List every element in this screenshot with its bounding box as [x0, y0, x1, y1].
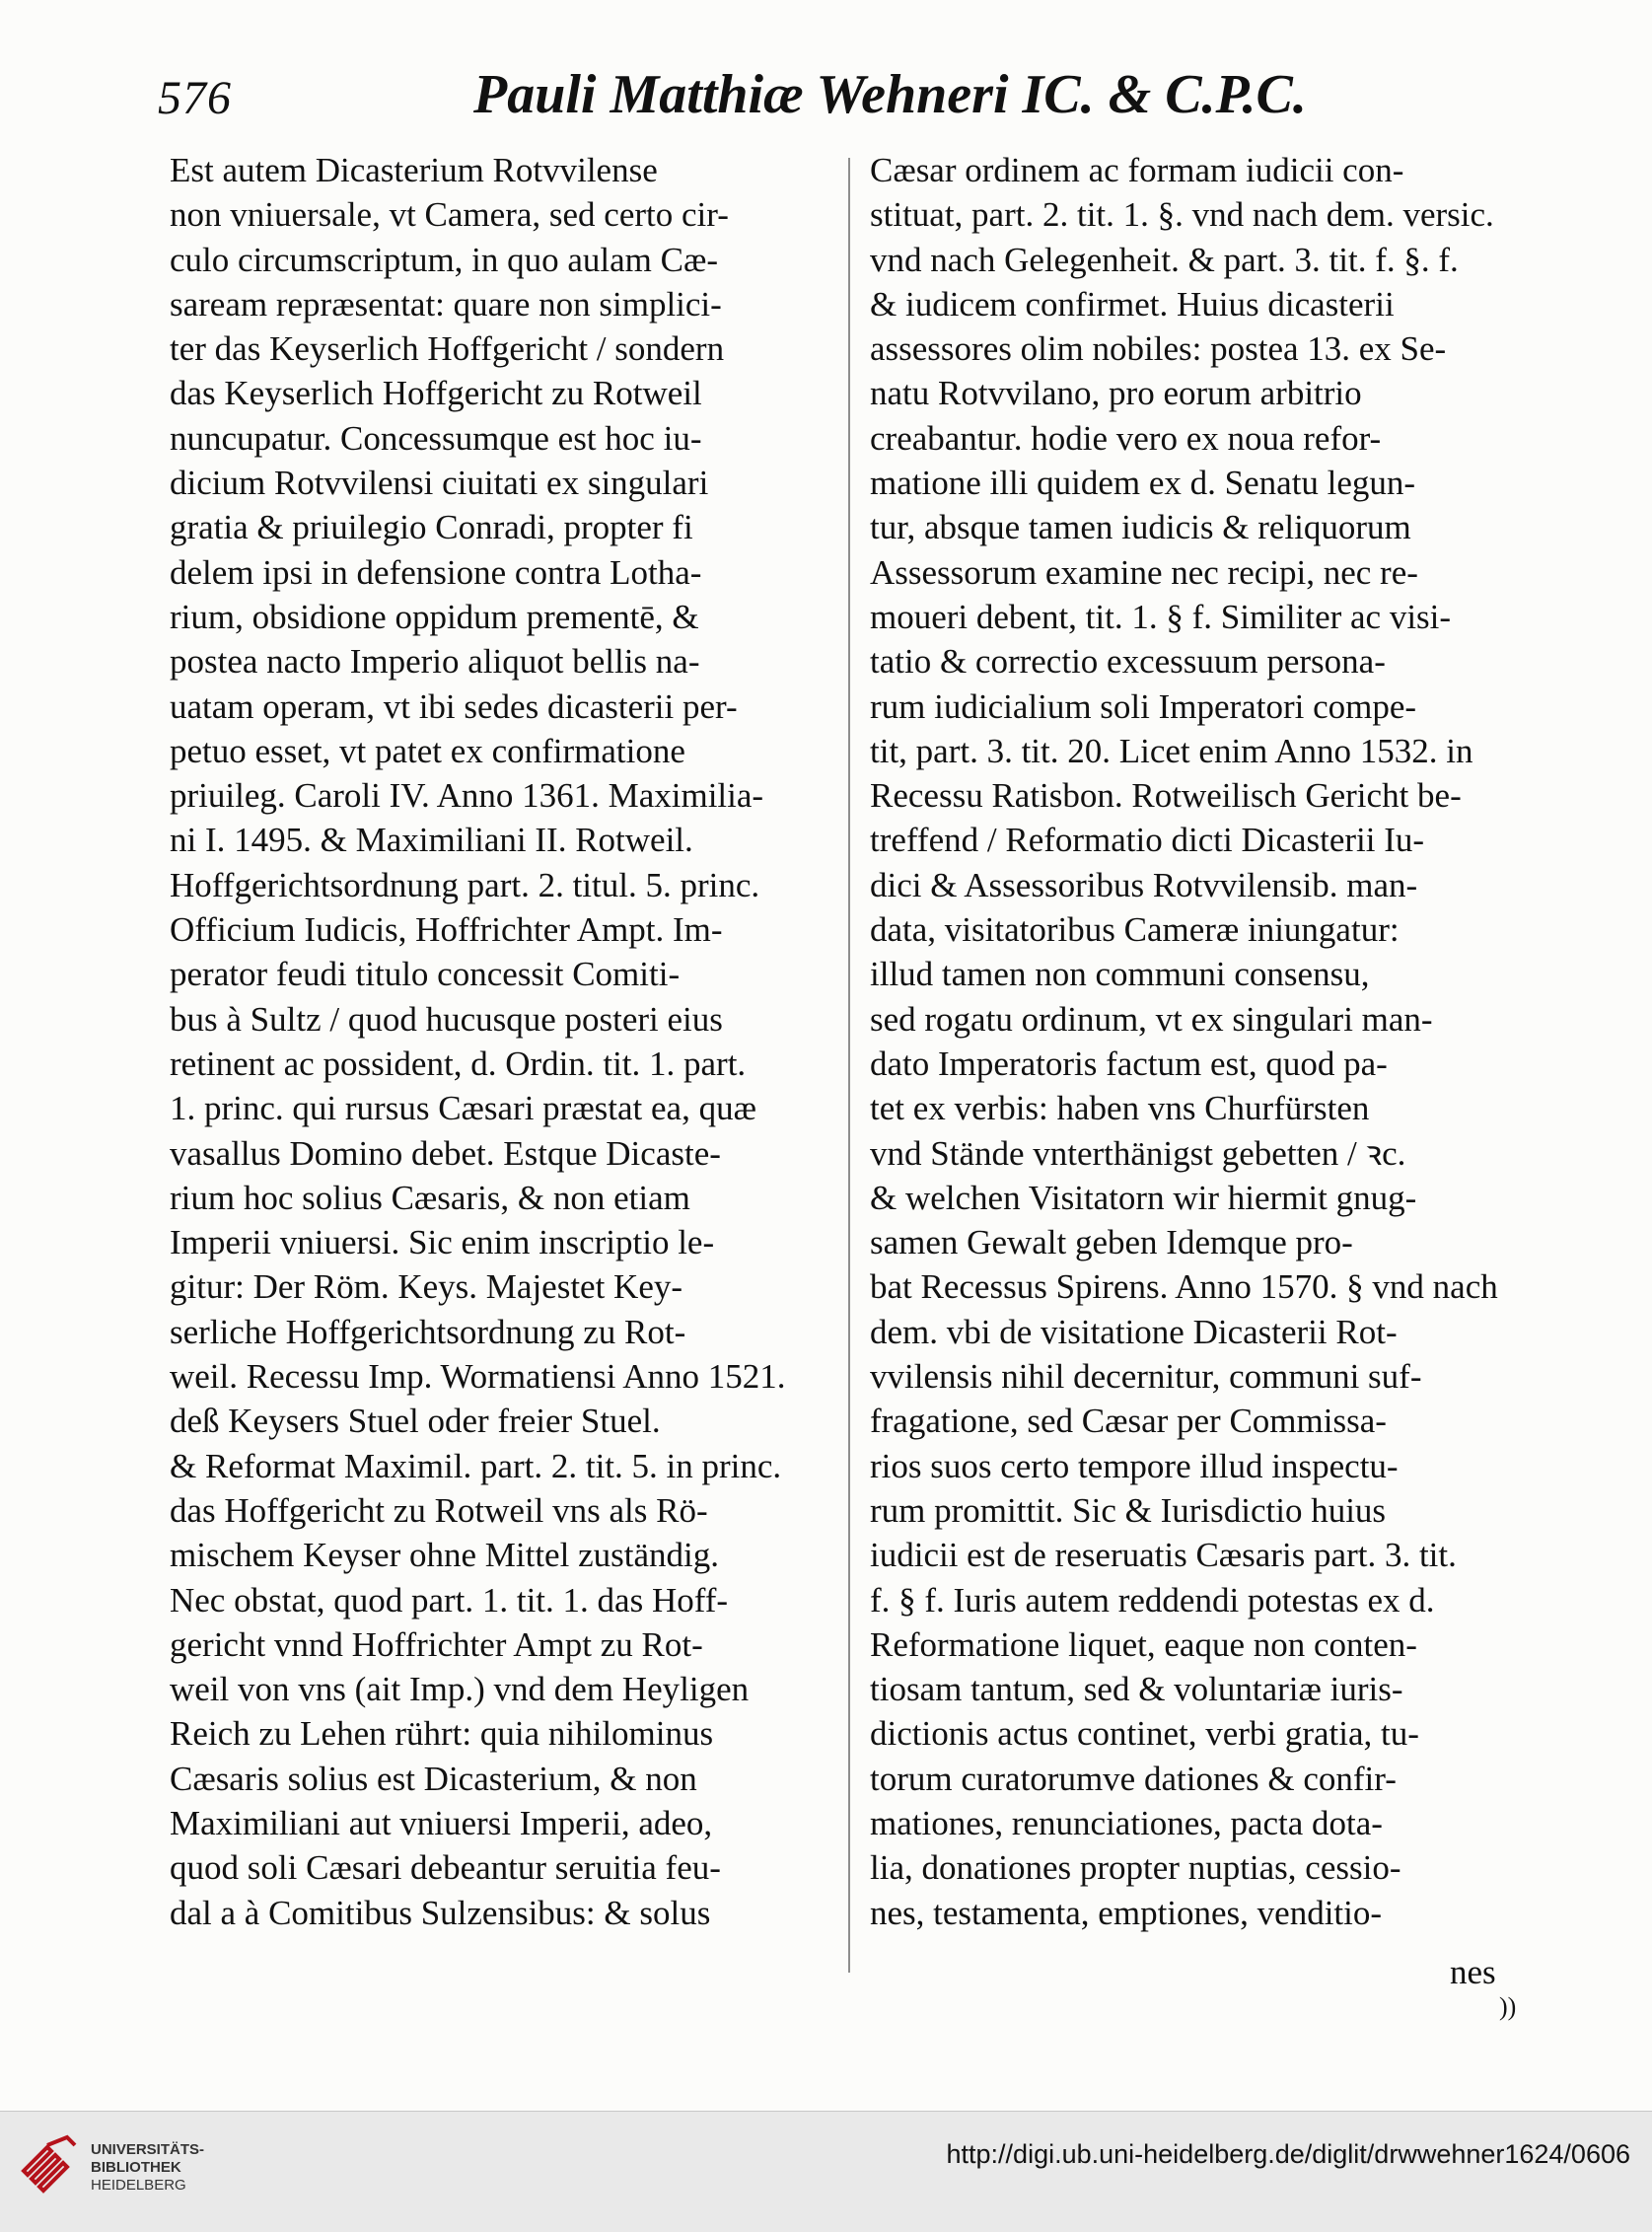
left-column-line: rium hoc solius Cæsaris, & non etiam: [170, 1178, 690, 1217]
right-column-line: tet ex verbis: haben vns Churfürsten: [870, 1089, 1370, 1128]
right-text-column: [870, 148, 1521, 1935]
right-column-line: treffend / Reformatio dicti Dicasterii Iu-: [870, 821, 1425, 860]
right-column-line: dici & Assessoribus Rotvvilensib. man-: [870, 865, 1418, 904]
right-column-line: Reformatione liquet, eaque non conten-: [870, 1624, 1417, 1664]
catchword: nes: [1450, 1953, 1496, 1991]
right-column-line: mationes, renunciationes, pacta dota-: [870, 1803, 1383, 1842]
right-column-line: tatio & correctio excessuum persona-: [870, 642, 1386, 682]
left-column-line: gericht vnnd Hoffrichter Ampt zu Rot-: [170, 1624, 703, 1664]
right-column-line: rios suos certo tempore illud inspectu-: [870, 1446, 1399, 1485]
left-column-line: rium, obsidione oppidum prementē, &: [170, 597, 699, 636]
right-column-line: stituat, part. 2. tit. 1. §. vnd nach dem. versic.: [870, 195, 1494, 235]
left-column-line: Imperii vniuersi. Sic enim inscriptio le-: [170, 1223, 715, 1262]
left-column-line: Hoffgerichtsordnung part. 2. titul. 5. princ.: [170, 865, 760, 904]
right-column-line: dem. vbi de visitatione Dicasterii Rot-: [870, 1312, 1398, 1351]
library-logo-icon[interactable]: [18, 2131, 81, 2195]
right-column-line: lia, donationes propter nuptias, cessio-: [870, 1848, 1401, 1888]
right-column-line: rum iudicialium soli Imperatori compe-: [870, 686, 1417, 726]
left-column-line: ni I. 1495. & Maximiliani II. Rotweil.: [170, 821, 693, 860]
right-column-line: vvilensis nihil decernitur, communi suf-: [870, 1357, 1422, 1397]
left-column-line: vasallus Domino debet. Estque Dicaste-: [170, 1133, 721, 1173]
right-column-line: tit, part. 3. tit. 20. Licet enim Anno 1532. in: [870, 731, 1473, 770]
left-column-line: saream repræsentat: quare non simplici-: [170, 284, 722, 324]
left-column-line: Est autem Dicasterium Rotvvilense: [170, 151, 658, 189]
right-column-line: f. § f. Iuris autem reddendi potestas ex d.: [870, 1580, 1435, 1620]
right-column-line: illud tamen non communi consensu,: [870, 955, 1370, 994]
left-column-line: gratia & priuilegio Conradi, propter fi: [170, 508, 693, 547]
left-column-line: petuo esset, vt patet ex confirmatione: [170, 731, 685, 770]
left-column-line: deß Keysers Stuel oder freier Stuel.: [170, 1402, 661, 1441]
running-head: Pauli Matthiæ Wehneri IC. & C.P.C.: [473, 64, 1307, 125]
right-column-line: sed rogatu ordinum, vt ex singulari man-: [870, 999, 1433, 1039]
right-column-line: vnd nach Gelegenheit. & part. 3. tit. f. §. f.: [870, 240, 1459, 279]
left-column-line: uatam operam, vt ibi sedes dicasterii per-: [170, 686, 738, 726]
left-column-line: dicium Rotvvilensi ciuitati ex singulari: [170, 464, 709, 503]
left-column-line: culo circumscriptum, in quo aulam Cæ-: [170, 240, 719, 279]
left-column-line: retinent ac possident, d. Ordin. tit. 1. part.: [170, 1044, 747, 1083]
left-column-line: serliche Hoffgerichtsordnung zu Rot-: [170, 1312, 686, 1351]
right-column-line: & iudicem confirmet. Huius dicasterii: [870, 284, 1395, 324]
left-column-line: priuileg. Caroli IV. Anno 1361. Maximilia-: [170, 776, 764, 816]
right-column-line: creabantur. hodie vero ex noua refor-: [870, 418, 1382, 458]
library-logo-text: UNIVERSITÄTS- BIBLIOTHEK HEIDELBERG: [91, 2141, 205, 2194]
permalink-url[interactable]: http://digi.ub.uni-heidelberg.de/diglit/drwwehner1624/0606: [946, 2139, 1630, 2169]
right-column-line: dato Imperatoris factum est, quod pa-: [870, 1044, 1388, 1083]
left-column-line: gitur: Der Röm. Keys. Majestet Key-: [170, 1267, 683, 1307]
right-column-line: iudicii est de reseruatis Cæsaris part. 3. tit.: [870, 1536, 1457, 1575]
right-column-line: bat Recessus Spirens. Anno 1570. § vnd nach: [870, 1267, 1498, 1307]
left-column-line: mischem Keyser ohne Mittel zuständig.: [170, 1536, 719, 1575]
right-column-line: natu Rotvvilano, pro eorum arbitrio: [870, 374, 1362, 413]
left-column-line: Nec obstat, quod part. 1. tit. 1. das Hoff-: [170, 1580, 729, 1620]
left-column-line: dal a à Comitibus Sulzensibus: & solus: [170, 1893, 711, 1932]
left-column-line: Officium Iudicis, Hoffrichter Ampt. Im-: [170, 910, 723, 950]
right-column-line: Cæsar ordinem ac formam iudicii con-: [870, 151, 1404, 189]
right-column-line: tiosam tantum, sed & voluntariæ iuris-: [870, 1670, 1403, 1709]
signature-mark: )): [1499, 1992, 1517, 2021]
left-column-line: das Hoffgericht zu Rotweil vns als Rö-: [170, 1490, 708, 1530]
left-column-line: quod soli Cæsari debeantur seruitia feu-: [170, 1848, 721, 1888]
left-column-line: perator feudi titulo concessit Comiti-: [170, 955, 681, 994]
right-column-line: dictionis actus continet, verbi gratia, tu-: [870, 1714, 1419, 1754]
left-column-line: postea nacto Imperio aliquot bellis na-: [170, 642, 700, 682]
right-column-line: Assessorum examine nec recipi, nec re-: [870, 552, 1418, 592]
right-column-line: torum curatorumve dationes & confir-: [870, 1759, 1397, 1798]
right-column-line: Recessu Ratisbon. Rotweilisch Gericht be-: [870, 776, 1462, 816]
right-column-line: & welchen Visitatorn wir hiermit gnug-: [870, 1178, 1417, 1217]
left-column-line: non vniuersale, vt Camera, sed certo cir-: [170, 195, 729, 235]
right-column-line: samen Gewalt geben Idemque pro-: [870, 1223, 1353, 1262]
left-column-line: Maximiliani aut vniuersi Imperii, adeo,: [170, 1803, 713, 1842]
column-divider: [848, 158, 850, 1973]
right-column-line: moueri debent, tit. 1. § f. Similiter ac visi-: [870, 597, 1452, 636]
right-column-line: matione illi quidem ex d. Senatu legun-: [870, 464, 1416, 503]
right-column-line: vnd Stände vnterthänigst gebetten / ꝛc.: [870, 1133, 1406, 1173]
left-column-line: & Reformat Maximil. part. 2. tit. 5. in princ.: [170, 1446, 782, 1485]
left-column-line: das Keyserlich Hoffgericht zu Rotweil: [170, 374, 702, 413]
right-column-line: assessores olim nobiles: postea 13. ex Se-: [870, 329, 1447, 369]
left-column-line: weil von vns (ait Imp.) vnd dem Heyligen: [170, 1670, 750, 1709]
right-column-line: nes, testamenta, emptiones, venditio-: [870, 1893, 1383, 1932]
right-column-line: fragatione, sed Cæsar per Commissa-: [870, 1402, 1387, 1441]
left-column-line: nuncupatur. Concessumque est hoc iu-: [170, 418, 702, 458]
left-column-line: delem ipsi in defensione contra Lotha-: [170, 552, 702, 592]
left-column-line: weil. Recessu Imp. Wormatiensi Anno 1521.: [170, 1357, 786, 1397]
left-column-line: Cæsaris solius est Dicasterium, & non: [170, 1759, 697, 1798]
right-column-line: data, visitatoribus Cameræ iniungatur:: [870, 910, 1400, 950]
right-column-line: rum promittit. Sic & Iurisdictio huius: [870, 1490, 1387, 1530]
left-text-column: [170, 148, 840, 1935]
left-column-line: 1. princ. qui rursus Cæsari præstat ea, quæ: [170, 1089, 756, 1128]
page-number: 576: [158, 72, 232, 124]
left-column-line: ter das Keyserlich Hoffgericht / sondern: [170, 329, 725, 369]
left-column-line: Reich zu Lehen rührt: quia nihilominus: [170, 1714, 714, 1754]
left-column-line: bus à Sultz / quod hucusque posteri eius: [170, 999, 723, 1039]
footer-bar: [0, 2111, 1652, 2232]
right-column-line: tur, absque tamen iudicis & reliquorum: [870, 508, 1411, 547]
